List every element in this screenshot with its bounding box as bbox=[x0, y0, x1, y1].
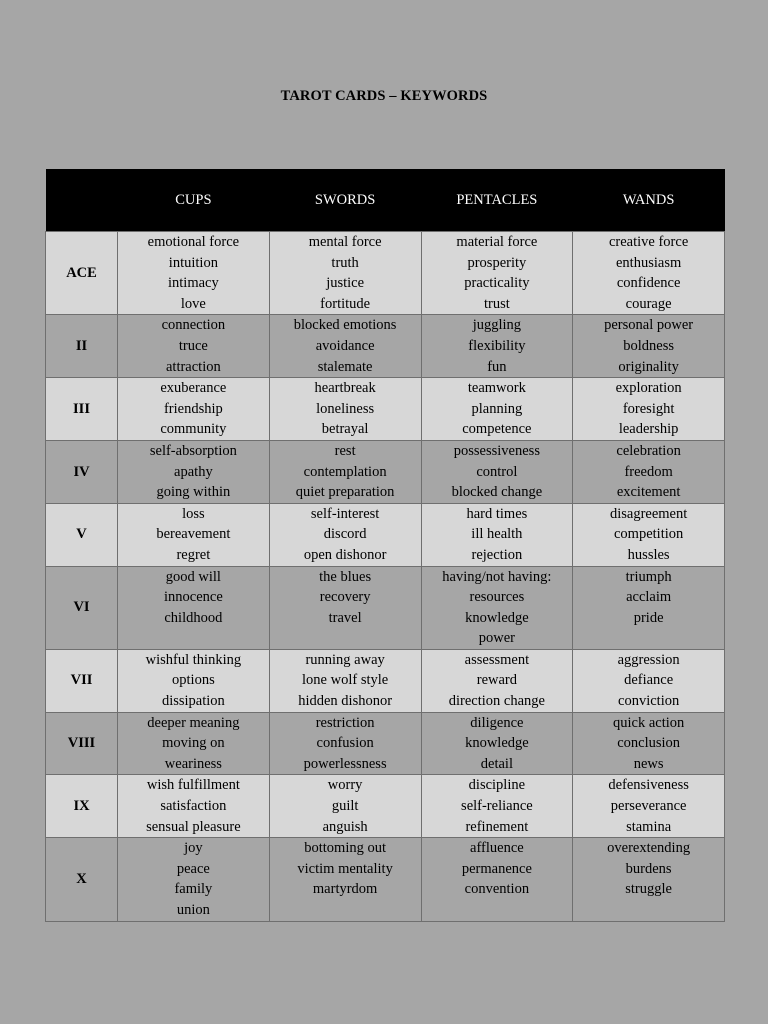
keyword: originality bbox=[618, 358, 679, 375]
keyword: defiance bbox=[624, 672, 674, 689]
keyword: quick action bbox=[612, 714, 685, 731]
keyword: fun bbox=[487, 358, 507, 375]
keyword: competition bbox=[613, 526, 684, 543]
swords-keywords-cell bbox=[269, 649, 421, 712]
keyword: peace bbox=[176, 860, 210, 877]
rank-cell: ACE bbox=[46, 232, 118, 315]
cups-keywords-cell bbox=[118, 775, 270, 838]
cups-keywords-cell bbox=[118, 440, 270, 503]
cups-keywords-cell bbox=[118, 566, 270, 649]
keyword: loneliness bbox=[316, 400, 375, 417]
wands-keywords-cell bbox=[573, 503, 725, 566]
keyword: victim mentality bbox=[297, 860, 393, 877]
keyword: bottoming out bbox=[304, 840, 387, 857]
keyword: confidence bbox=[616, 275, 681, 292]
keyword: hard times bbox=[466, 505, 528, 522]
keyword: regret bbox=[176, 546, 211, 563]
keyword: worry bbox=[327, 777, 363, 794]
keyword: planning bbox=[471, 400, 523, 417]
pentacles-keywords-cell bbox=[421, 378, 573, 441]
column-header-wands: WANDS bbox=[573, 169, 725, 232]
rank-cell: VI bbox=[46, 566, 118, 649]
rank-cell: IX bbox=[46, 775, 118, 838]
keyword: options bbox=[172, 672, 215, 689]
keyword: conviction bbox=[618, 693, 680, 710]
pentacles-keywords-cell bbox=[421, 649, 573, 712]
keyword: contemplation bbox=[303, 463, 387, 480]
keyword: burdens bbox=[625, 860, 672, 877]
keyword: powerlessness bbox=[303, 755, 387, 772]
keyword: discord bbox=[323, 526, 367, 543]
cups-keywords-cell bbox=[118, 378, 270, 441]
keyword: martyrdom bbox=[312, 881, 378, 898]
pentacles-keywords-cell bbox=[421, 838, 573, 921]
table-row bbox=[46, 440, 725, 503]
keyword: diligence bbox=[470, 714, 524, 731]
tarot-keywords-table bbox=[45, 169, 725, 922]
cups-keywords-cell bbox=[118, 315, 270, 378]
keyword: attraction bbox=[165, 358, 221, 375]
keyword: convention bbox=[464, 881, 530, 898]
table-row bbox=[46, 566, 725, 649]
rank-cell: II bbox=[46, 315, 118, 378]
keyword: emotional force bbox=[147, 234, 240, 250]
table-row bbox=[46, 775, 725, 838]
keyword: power bbox=[478, 630, 515, 647]
swords-keywords-cell bbox=[269, 838, 421, 921]
keyword: defensiveness bbox=[608, 777, 689, 794]
keyword: juggling bbox=[472, 317, 522, 334]
keyword: conclusion bbox=[617, 735, 681, 752]
keyword: friendship bbox=[163, 400, 223, 417]
table-row bbox=[46, 232, 725, 315]
keyword: blocked emotions bbox=[293, 317, 397, 334]
swords-keywords-cell bbox=[269, 232, 421, 315]
keyword: stamina bbox=[626, 818, 672, 835]
keyword: guilt bbox=[331, 798, 359, 815]
keyword: mental force bbox=[308, 234, 382, 250]
table-row bbox=[46, 378, 725, 441]
rank-cell: V bbox=[46, 503, 118, 566]
keyword: truth bbox=[331, 254, 359, 271]
pentacles-keywords-cell bbox=[421, 503, 573, 566]
swords-keywords-cell bbox=[269, 440, 421, 503]
keyword: sensual pleasure bbox=[146, 818, 241, 835]
table-row bbox=[46, 649, 725, 712]
table-row bbox=[46, 712, 725, 775]
keyword: affluence bbox=[470, 840, 524, 857]
pentacles-keywords-cell bbox=[421, 775, 573, 838]
swords-keywords-cell bbox=[269, 315, 421, 378]
wands-keywords-cell bbox=[573, 775, 725, 838]
keyword: prosperity bbox=[467, 254, 527, 271]
keyword: union bbox=[176, 902, 210, 918]
keyword: knowledge bbox=[465, 609, 529, 626]
keyword: control bbox=[476, 463, 518, 480]
keyword: intuition bbox=[168, 254, 218, 271]
keyword: avoidance bbox=[315, 337, 375, 354]
keyword: wish fulfillment bbox=[146, 777, 240, 794]
keyword: celebration bbox=[616, 442, 681, 459]
keyword: self-reliance bbox=[461, 798, 533, 815]
keyword: rest bbox=[334, 442, 356, 459]
keyword: excitement bbox=[616, 484, 681, 501]
keyword: having/not having: bbox=[442, 568, 552, 585]
keyword: good will bbox=[165, 568, 221, 585]
keyword: competence bbox=[462, 421, 532, 438]
table-row bbox=[46, 315, 725, 378]
swords-keywords-cell bbox=[269, 775, 421, 838]
keyword: betrayal bbox=[321, 421, 369, 438]
keyword: pride bbox=[633, 609, 664, 626]
page-title: TAROT CARDS – KEYWORDS bbox=[280, 88, 488, 104]
column-header-swords: SWORDS bbox=[269, 169, 421, 232]
keyword: intimacy bbox=[168, 275, 219, 292]
keyword: hidden dishonor bbox=[298, 693, 393, 710]
cups-keywords-cell bbox=[118, 232, 270, 315]
keyword: bereavement bbox=[156, 526, 231, 543]
keyword: blocked change bbox=[451, 484, 543, 501]
column-header-pentacles: PENTACLES bbox=[421, 169, 573, 232]
keyword: confusion bbox=[316, 735, 374, 752]
keyword: recovery bbox=[319, 589, 371, 606]
keyword: moving on bbox=[162, 735, 225, 752]
pentacles-keywords-cell bbox=[421, 566, 573, 649]
rank-cell: X bbox=[46, 838, 118, 921]
cups-keywords-cell bbox=[118, 838, 270, 921]
keyword: wishful thinking bbox=[145, 651, 242, 668]
keyword: justice bbox=[326, 275, 365, 292]
keyword: travel bbox=[328, 609, 362, 626]
keyword: heartbreak bbox=[314, 380, 376, 397]
keyword: reward bbox=[476, 672, 517, 689]
keyword: foresight bbox=[622, 400, 675, 417]
wands-keywords-cell bbox=[573, 315, 725, 378]
wands-keywords-cell bbox=[573, 712, 725, 775]
cups-keywords-cell bbox=[118, 503, 270, 566]
keyword: open dishonor bbox=[303, 546, 387, 563]
keyword: struggle bbox=[625, 881, 672, 898]
keyword: connection bbox=[161, 317, 226, 334]
wands-keywords-cell bbox=[573, 838, 725, 921]
keyword: enthusiasm bbox=[616, 254, 682, 271]
keyword: leadership bbox=[618, 421, 679, 438]
keyword: acclaim bbox=[626, 589, 672, 606]
keyword: stalemate bbox=[317, 358, 373, 375]
rank-cell: VII bbox=[46, 649, 118, 712]
keyword: restriction bbox=[315, 714, 375, 731]
keyword: loss bbox=[182, 505, 205, 522]
keyword: refinement bbox=[465, 818, 529, 835]
keyword: fortitude bbox=[320, 295, 371, 312]
rank-cell: VIII bbox=[46, 712, 118, 775]
keyword: going within bbox=[156, 484, 231, 501]
keyword: trust bbox=[483, 295, 510, 312]
keyword: innocence bbox=[163, 589, 223, 606]
wands-keywords-cell bbox=[573, 649, 725, 712]
pentacles-keywords-cell bbox=[421, 712, 573, 775]
table-header-row bbox=[46, 169, 725, 232]
table-row bbox=[46, 503, 725, 566]
keyword: resources bbox=[469, 589, 525, 606]
keyword: news bbox=[633, 755, 664, 772]
keyword: boldness bbox=[623, 337, 674, 354]
pentacles-keywords-cell bbox=[421, 232, 573, 315]
wands-keywords-cell bbox=[573, 440, 725, 503]
keyword: self-interest bbox=[310, 505, 380, 522]
keyword: hussles bbox=[627, 546, 670, 563]
wands-keywords-cell bbox=[573, 566, 725, 649]
keyword: teamwork bbox=[467, 380, 526, 397]
keyword: quiet preparation bbox=[295, 484, 395, 501]
keyword: weariness bbox=[164, 755, 222, 772]
keyword: material force bbox=[456, 234, 538, 250]
keyword: truce bbox=[178, 337, 208, 354]
swords-keywords-cell bbox=[269, 378, 421, 441]
keyword: permanence bbox=[461, 860, 532, 877]
keyword: personal power bbox=[604, 317, 694, 334]
cups-keywords-cell bbox=[118, 649, 270, 712]
keyword: childhood bbox=[164, 609, 223, 626]
keyword: flexibility bbox=[468, 337, 526, 354]
keyword: satisfaction bbox=[160, 798, 227, 815]
rank-cell: IV bbox=[46, 440, 118, 503]
keyword: ill health bbox=[471, 526, 523, 543]
swords-keywords-cell bbox=[269, 712, 421, 775]
keyword: triumph bbox=[625, 568, 672, 585]
keyword: possessiveness bbox=[453, 442, 540, 459]
keyword: exuberance bbox=[160, 380, 227, 397]
keyword: creative force bbox=[608, 234, 689, 250]
keyword: lone wolf style bbox=[302, 672, 389, 689]
column-header-rank bbox=[46, 169, 118, 232]
keyword: freedom bbox=[624, 463, 673, 480]
swords-keywords-cell bbox=[269, 566, 421, 649]
keyword: anguish bbox=[322, 818, 368, 835]
keyword: joy bbox=[184, 840, 203, 857]
cups-keywords-cell bbox=[118, 712, 270, 775]
keyword: self-absorption bbox=[149, 442, 237, 459]
column-header-cups: CUPS bbox=[118, 169, 270, 232]
wands-keywords-cell bbox=[573, 232, 725, 315]
keyword: running away bbox=[305, 651, 385, 668]
keyword: deeper meaning bbox=[147, 714, 240, 731]
table-row bbox=[46, 838, 725, 921]
keyword: practicality bbox=[464, 275, 530, 292]
keyword: aggression bbox=[617, 651, 680, 668]
keyword: community bbox=[160, 421, 227, 438]
swords-keywords-cell bbox=[269, 503, 421, 566]
pentacles-keywords-cell bbox=[421, 440, 573, 503]
keyword: family bbox=[174, 881, 213, 898]
keyword: discipline bbox=[468, 777, 526, 794]
keyword: overextending bbox=[607, 840, 691, 857]
keyword: disagreement bbox=[609, 505, 688, 522]
keyword: courage bbox=[625, 295, 672, 312]
keyword: direction change bbox=[448, 693, 545, 710]
keyword: apathy bbox=[174, 463, 213, 480]
keyword: detail bbox=[480, 755, 513, 772]
wands-keywords-cell bbox=[573, 378, 725, 441]
keyword: rejection bbox=[471, 546, 523, 563]
keyword: dissipation bbox=[161, 693, 225, 710]
keyword: the blues bbox=[319, 568, 372, 585]
keyword: perseverance bbox=[610, 798, 687, 815]
keyword: assessment bbox=[464, 651, 530, 668]
keyword: love bbox=[180, 295, 206, 312]
keyword: knowledge bbox=[465, 735, 529, 752]
pentacles-keywords-cell bbox=[421, 315, 573, 378]
keyword: exploration bbox=[615, 380, 682, 397]
rank-cell: III bbox=[46, 378, 118, 441]
